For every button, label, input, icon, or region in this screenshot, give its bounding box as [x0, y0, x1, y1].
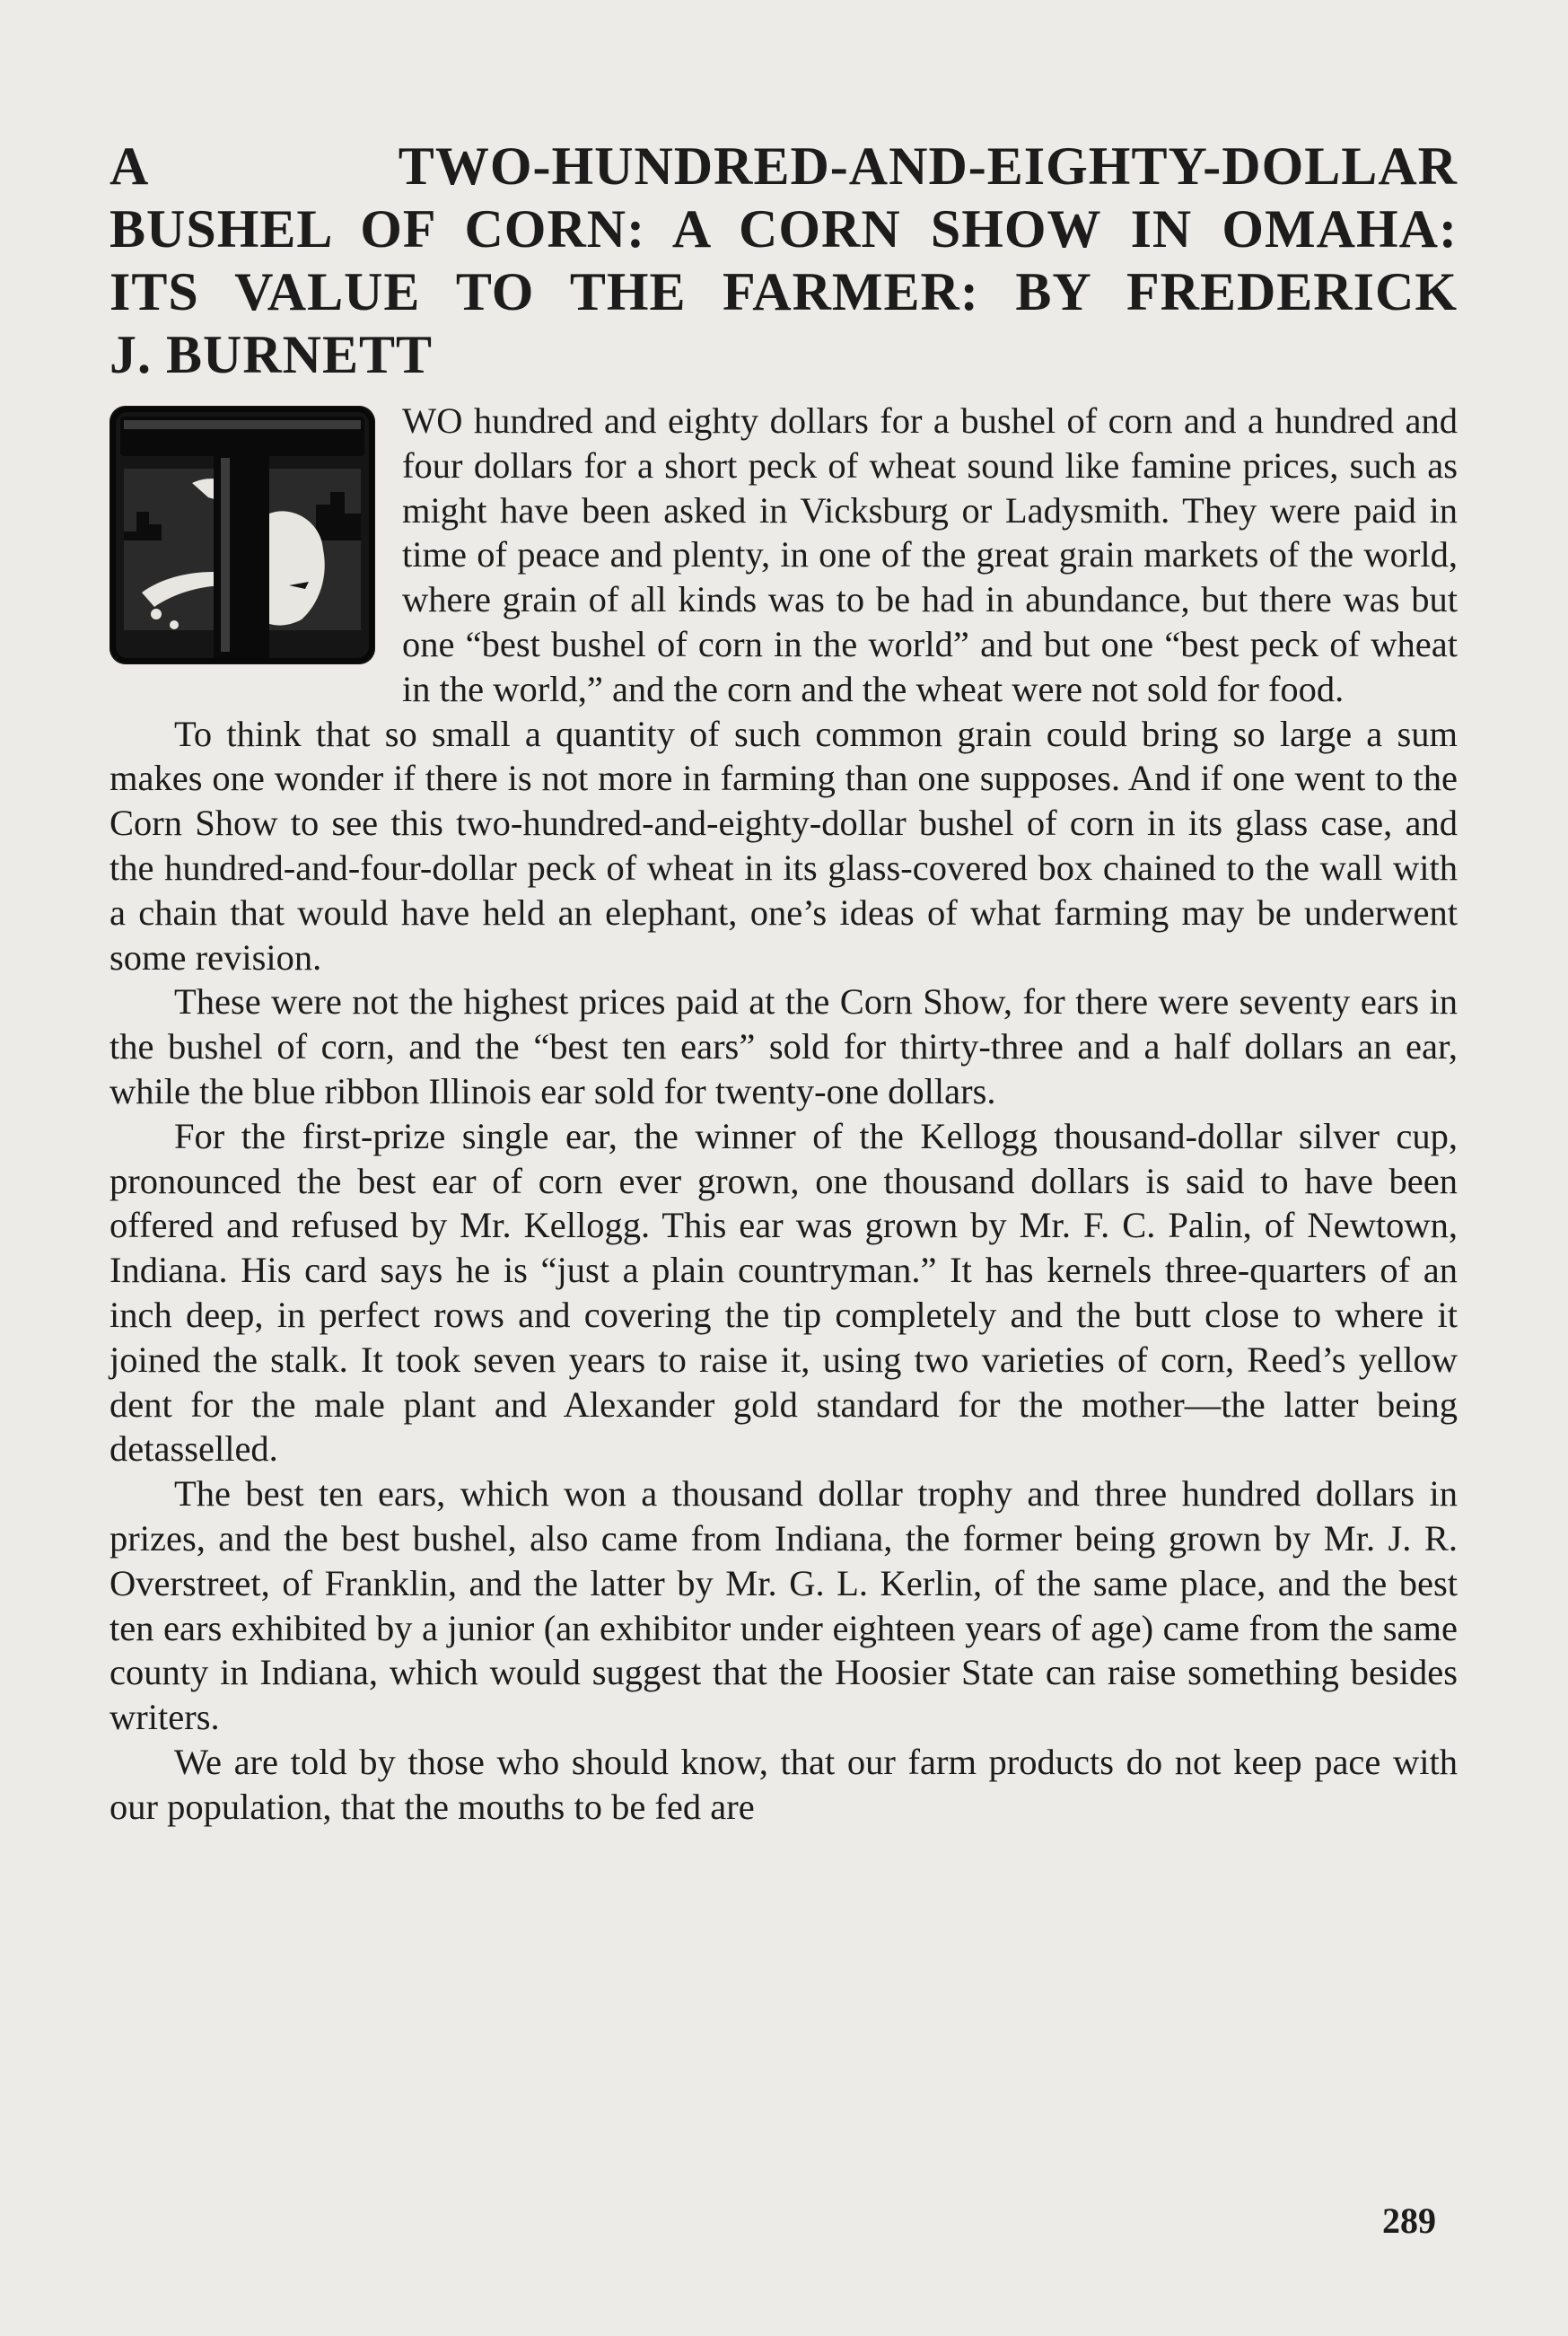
paragraph: The best ten ears, which won a thousand dollar trophy and three hundred dollars in prizes, and the best bushel, also came from Indiana, the former being grown by Mr. J. R. Overstreet, of Franklin, and the latter by Mr. G. L. Kerlin, of the same place, and the best ten ears exhibited by a junior (an exhibitor under eighteen years of age) came from the same county in Indiana, which would suggest that the Hoosier State can raise something besides writers.	[109, 1473, 1458, 1738]
paragraph: For the first-prize single ear, the winner of the Kellogg thousand-dollar silver cup, pronounced the best ear of corn ever grown, one thousand dollars is said to have been offered and refused by Mr. Kellogg. This ear was grown by Mr. F. C. Palin, of Newtown, Indiana. His card says he is “just a plain countryman.” It has kernels three-quarters of an inch deep, in perfect rows and covering the tip completely and the butt close to where it joined the stalk. It took seven years to raise it, using two varieties of corn, Reed’s yellow dent for the male plant and Alexander gold standard for the mother—the latter being detasselled.	[109, 1115, 1458, 1470]
paragraph: To think that so small a quantity of such common grain could bring so large a sum makes one wonder if there is not more in farming than one supposes. And if one went to the Corn Show to see this two-hundred-and-eighty-dollar bushel of corn in its glass case, and the hundred-and-four-dollar peck of wheat in its glass-covered box chained to the wall with a chain that would have held an elephant, one’s ideas of what farming may be underwent some revision.	[109, 713, 1458, 978]
title-line: BUSHEL OF CORN: A CORN SHOW IN OMAHA:	[109, 199, 1458, 259]
title-line: ITS VALUE TO THE FARMER: BY FREDERICK	[109, 262, 1458, 321]
article-page	[109, 135, 1458, 1830]
article-body	[109, 399, 1458, 1830]
page-number: 289	[1382, 2200, 1436, 2241]
article-title	[109, 135, 1458, 386]
paragraph: WO hundred and eighty dollars for a bushel of corn and a hundred and four dollars for a short peck of wheat sound like famine prices, such as might have been asked in Vicksburg or Ladysmith. They were paid in time of peace and plenty, in one of the great grain markets of the world, where grain of all kinds was to be had in abundance, but there was but one “best bushel of corn in the world” and but one “best peck of wheat in the world,” and the corn and the wheat were not sold for food.	[402, 400, 1458, 709]
paragraph: These were not the highest prices paid at the Corn Show, for there were seventy ears in the bushel of corn, and the “best ten ears” sold for thirty-three and a half dollars an ear, while the blue ribbon Illinois ear sold for twenty-one dollars.	[109, 981, 1458, 1111]
title-line: J. BURNETT	[109, 325, 434, 384]
drop-cap-t-icon	[109, 406, 375, 664]
drop-cap-illustration	[109, 406, 375, 664]
title-line: A TWO-HUNDRED-AND-EIGHTY-DOLLAR	[109, 136, 1458, 196]
paragraph: We are told by those who should know, that our farm products do not keep pace with our population, that the mouths to be fed are	[109, 1741, 1458, 1827]
